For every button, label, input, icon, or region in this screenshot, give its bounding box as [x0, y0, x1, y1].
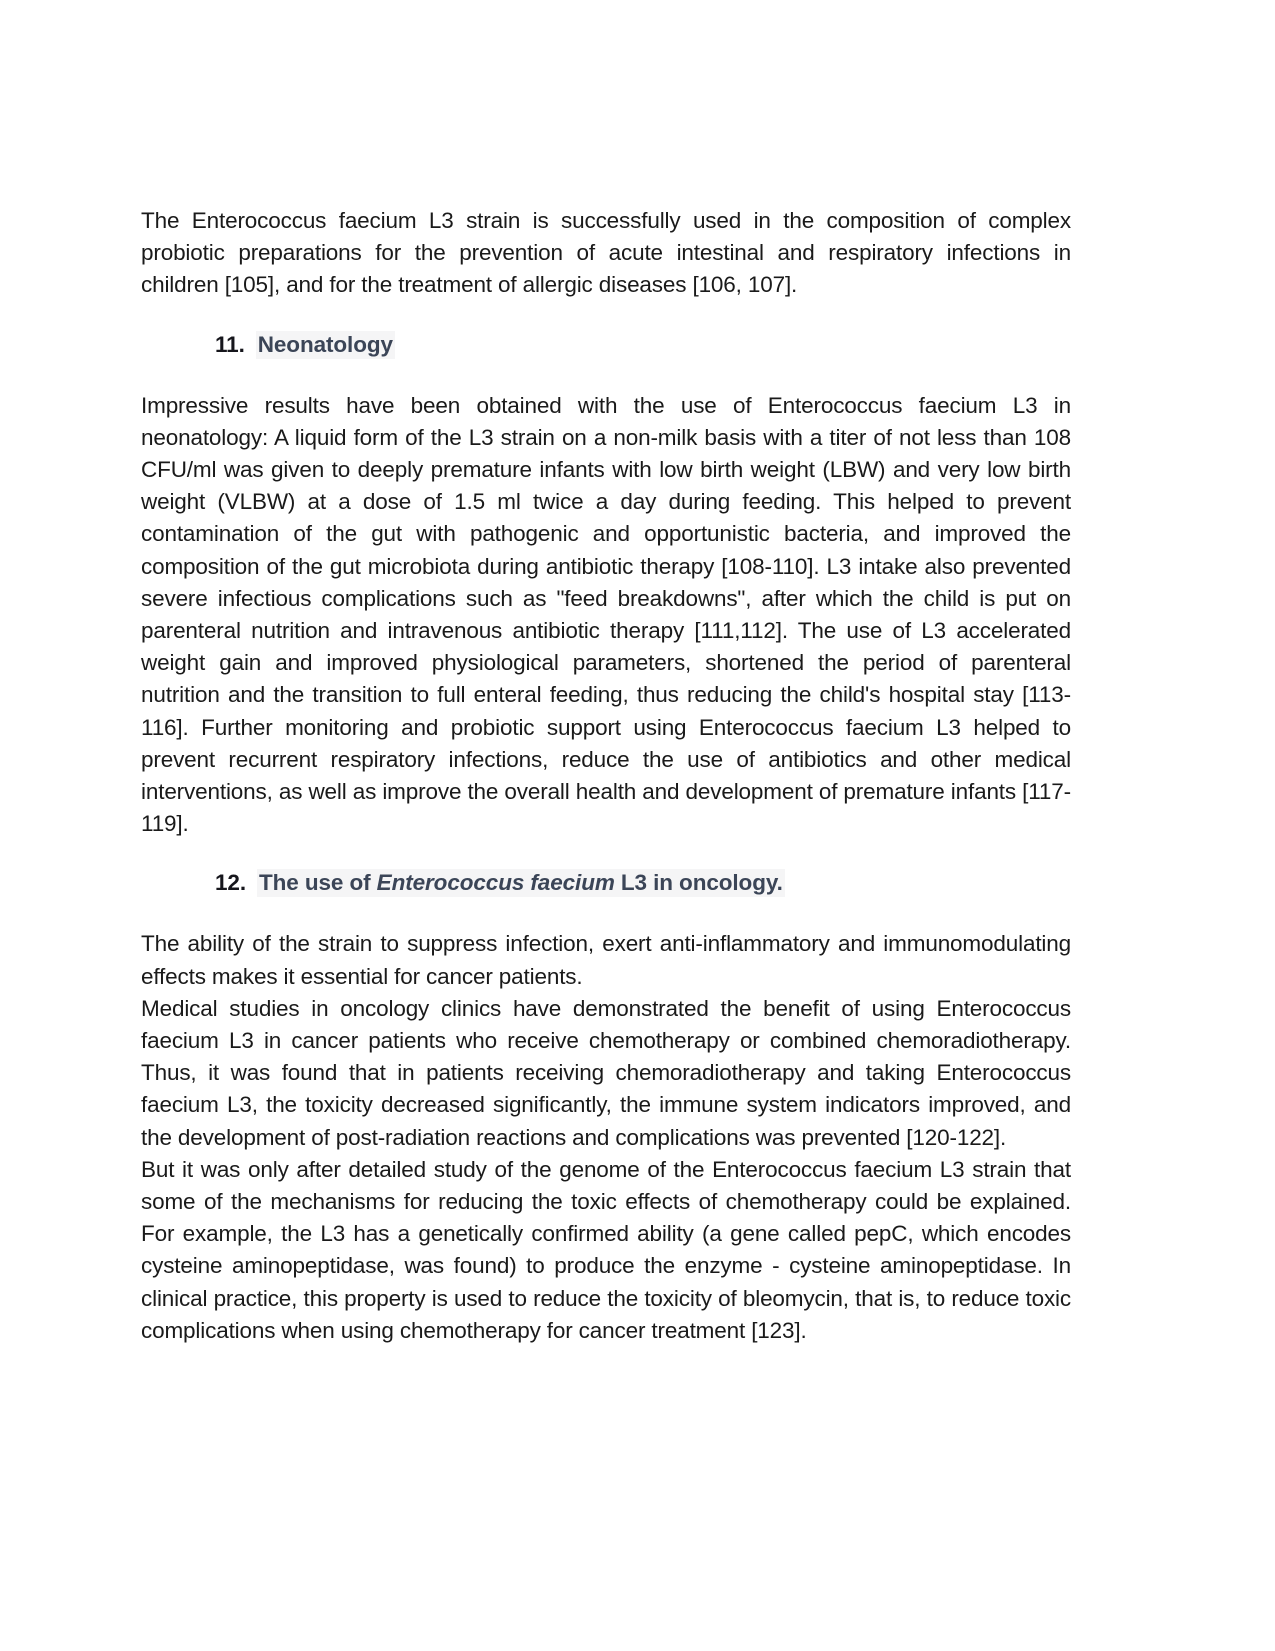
- vertical-spacer: [141, 360, 1071, 390]
- vertical-spacer: [141, 840, 1071, 868]
- heading-neonatology: [141, 330, 1071, 360]
- vertical-spacer: [141, 898, 1071, 928]
- paragraph-oncology-3: But it was only after detailed study of the genome of the Enterococcus faecium L3 strain that some of the mechanisms for reducing the toxic effects of chemotherapy could be explained. For example, the L3 has a genetically confirmed ability (a gene called pepC, which encodes cysteine aminopeptidase, was found) to produce the enzyme - cysteine aminopeptidase. In clinical practice, this property is used to reduce the toxicity of bleomycin, that is, to reduce toxic complications when using chemotherapy for cancer treatment [123].: [141, 1156, 1071, 1343]
- heading-neonatology-label: Neonatology: [257, 331, 393, 357]
- paragraph-oncology-2: Medical studies in oncology clinics have demonstrated the benefit of using Enterococcus faecium L3 in cancer patients who receive chemotherapy or combined chemoradiotherapy. Thus, it was found that in patients receiving chemoradiotherapy and taking Enterococcus faecium L3, the toxicity decreased significantly, the immune system indicators improved, and the development of post-radiation reactions and complications was prevented [120-122].: [141, 995, 1071, 1150]
- heading-neonatology-number: 11.: [215, 331, 245, 357]
- heading-oncology-text-before: The use of: [258, 870, 377, 896]
- heading-oncology-label: [257, 869, 785, 897]
- paragraph-intro: The Enterococcus faecium L3 strain is successfully used in the composition of complex probiotic preparations for the prevention of acute intestinal and respiratory infections in children [105], and for the treatment of allergic diseases [106, 107].: [141, 208, 1071, 298]
- heading-oncology-number: 12.: [215, 870, 246, 896]
- heading-oncology: [141, 868, 1071, 898]
- vertical-spacer: [141, 302, 1071, 330]
- heading-oncology-species-name: Enterococcus faecium: [376, 870, 615, 896]
- paragraph-neonatology-body: Impressive results have been obtained with the use of Enterococcus faecium L3 in neonatology: A liquid form of the L3 strain on a non-milk basis with a titer of not less than 108 CFU/ml was given to deeply premature infants with low birth weight (LBW) and very low birth weight (VLBW) at a dose of 1.5 ml twice a day during feeding. This helped to prevent contamination of the gut with pathogenic and opportunistic bacteria, and improved the composition of the gut microbiota during antibiotic therapy [108-110]. L3 intake also prevented severe infectious complications such as "feed breakdowns", after which the child is put on parenteral nutrition and intravenous antibiotic therapy [111,112]. The use of L3 accelerated weight gain and improved physiological parameters, shortened the period of parenteral nutrition and the transition to full enteral feeding, thus reducing the child's hospital stay [113-116]. Further monitoring and probiotic support using Enterococcus faecium L3 helped to prevent recurrent respiratory infections, reduce the use of antibiotics and other medical interventions, as well as improve the overall health and development of premature infants [117-119].: [141, 392, 1071, 837]
- document-content: [141, 205, 1071, 1347]
- heading-oncology-text-after: L3 in oncology.: [614, 870, 783, 896]
- paragraph-oncology-1: The ability of the strain to suppress infection, exert anti-inflammatory and immunomodulating effects makes it essential for cancer patients.: [141, 931, 1071, 989]
